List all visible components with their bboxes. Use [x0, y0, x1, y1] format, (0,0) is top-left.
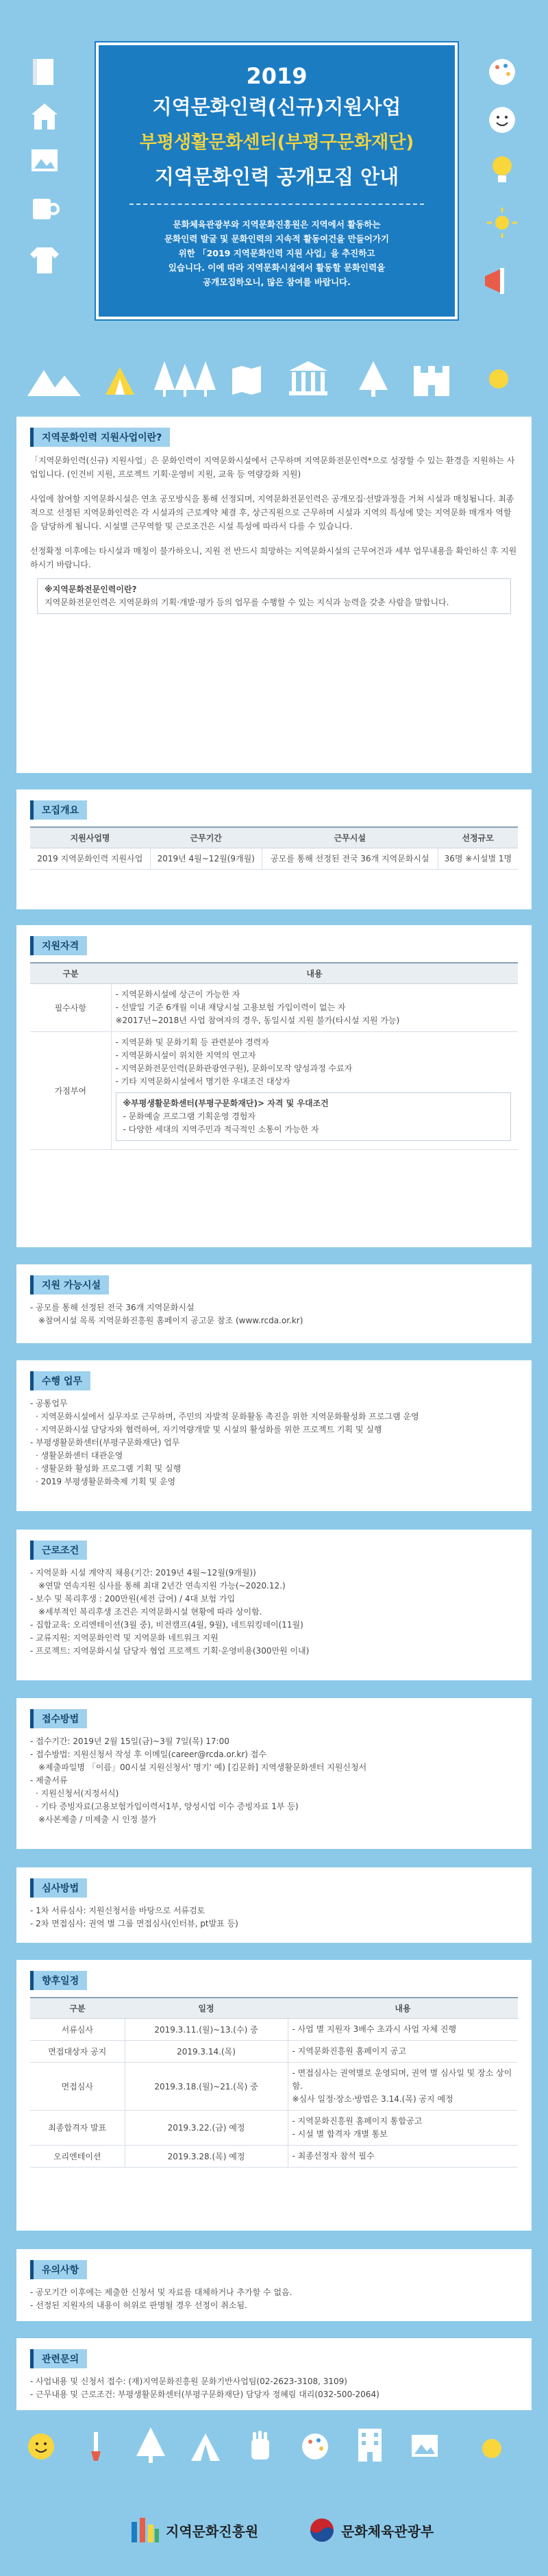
- list-item: ※제출파일명 「이름」00시설 지원신청서' 명기' 예) [김문화] 지역생활문화센터 지원신청서: [38, 1763, 367, 1772]
- overview-note-text: 지역문화전문인력은 지역문화의 기획·개발·평가 등의 업무를 수행할 수 있는 지식과 능력을 갖춘 사람을 말합니다.: [45, 598, 449, 607]
- header-title-program: 지역문화인력(신규)지원사업: [152, 95, 401, 119]
- facility-section: [16, 1264, 532, 1343]
- sun-small-icon: [480, 360, 518, 398]
- qualify-preference-box: ※부평생활문화센터(부평구문화재단)> 자격 및 우대조건 - 문화예술 프로그램 기획운영 경험자 - 다양한 세대의 지역주민과 적극적인 소통이 가능한 자: [116, 1092, 512, 1141]
- lightbulb-icon: [485, 151, 519, 192]
- table-row: [30, 848, 518, 870]
- schedule-cell-date: 2019.3.28.(목) 예정: [125, 2146, 288, 2168]
- list-item: - 접수기간: 2019년 2월 15일(금)~3월 7일(목) 17:00: [30, 1737, 229, 1746]
- table-row: [30, 984, 518, 1032]
- facility-item: - 공모를 통해 선정된 전국 36개 지역문화시설: [30, 1303, 195, 1312]
- overview-note-box: [37, 578, 511, 614]
- conditions-title: 근로조건: [30, 1541, 87, 1560]
- overview-paragraph-2: 사업에 참여할 지역문화시설은 연초 공모방식을 통해 선정되며, 지역문화전문인력은 공개모집·선발과정을 거쳐 시설과 매칭됩니다. 최종적으로 선정된 지역문화인력은 각 시설과의 근로계약 체결 후, 상근직원으로 근무하며 시설과 지역의 특성에 맞는 지역문화 매개자 역할을 담당하게 됩니다. 시설별 근무역할 및 근로조건은 시설 특성에 따라서 다를 수 있습니다.: [30, 494, 514, 531]
- schedule-section: [16, 1960, 532, 2231]
- list-item: ※사본제출 / 미제출 시 인정 불가: [38, 1815, 157, 1824]
- tent-icon: [103, 363, 137, 397]
- list-item: - 사업내용 및 신청서 접수: (재)지역문화진흥원 문화기반사업팀(02-2623-3108, 3109): [30, 2377, 347, 2386]
- schedule-header-content: 내용: [288, 1998, 518, 2019]
- table-row: [30, 2111, 518, 2146]
- recruit-header-program: 지원사업명: [30, 827, 150, 848]
- schedule-table: [30, 1997, 518, 2168]
- schedule-cell-content: - 면접심사는 권역별로 운영되며, 권역 별 심사일 및 장소 상이함. ※심사 일정·장소·방법은 3.14.(목) 공지 예정: [288, 2063, 518, 2111]
- table-row: [30, 2146, 518, 2168]
- caution-section: [16, 2249, 532, 2321]
- recruit-period: 2019년 4월~12월(9개월): [150, 848, 262, 870]
- table-row: [30, 2019, 518, 2041]
- schedule-cell-date: 2019.3.22.(금) 예정: [125, 2111, 288, 2146]
- list-item: - 프로젝트: 지역문화시설 담당자 협업 프로젝트 기획·운영비용(300만원 이내): [30, 1646, 310, 1656]
- list-item: - 집합교육: 오리엔테이션(3월 중), 비전캠프(4월, 9월), 네트워킹데이(11월): [30, 1620, 303, 1630]
- table-row: [30, 2041, 518, 2063]
- list-item: - 1차 서류심사: 지원신청서를 바탕으로 서류검토: [30, 1906, 206, 1915]
- palette-icon: [298, 2429, 332, 2464]
- header-box: [96, 42, 458, 319]
- overview-title: 지역문화인력 지원사업이란?: [30, 428, 170, 447]
- recruit-header-period: 근무기간: [150, 827, 262, 848]
- schedule-cell-content: - 사업 별 지원자 3배수 초과시 사업 자체 진행: [288, 2019, 518, 2041]
- smiley-icon: [485, 103, 519, 137]
- recruit-section: [16, 789, 532, 909]
- schedule-cell-label: 면접심사: [30, 2063, 125, 2111]
- schedule-title: 향후일정: [30, 1971, 87, 1990]
- qualify-title: 지원자격: [30, 936, 87, 955]
- contact-title: 관련문의: [30, 2349, 87, 2368]
- list-item: · 생활문화 활성화 프로그램 기획 및 실행: [36, 1464, 182, 1473]
- hand-icon: [243, 2429, 277, 2464]
- sun-icon: [473, 2429, 511, 2468]
- schedule-cell-label: 최종합격자 발표: [30, 2111, 125, 2146]
- schedule-cell-label: 오리엔테이션: [30, 2146, 125, 2168]
- qualify-header-type: 구분: [30, 963, 111, 984]
- overview-section: [16, 417, 532, 773]
- brush-icon: [79, 2429, 113, 2464]
- schedule-cell-label: 면접대상자 공지: [30, 2041, 125, 2063]
- table-row: [30, 2063, 518, 2111]
- list-item: · 생활문화센터 대관운영: [36, 1451, 123, 1460]
- schedule-cell-date: 2019.3.14.(목): [125, 2041, 288, 2063]
- schedule-cell-content: - 최종선정자 참석 필수: [288, 2146, 518, 2168]
- table-row: [30, 1032, 518, 1150]
- recruit-size: 36명 ※시설별 1명: [438, 848, 518, 870]
- duties-title: 수행 업무: [30, 1371, 90, 1390]
- facility-title: 지원 가능시설: [30, 1275, 109, 1295]
- schedule-cell-content: - 지역문화진흥원 홈페이지 공고: [288, 2041, 518, 2063]
- header-title-recruit: 지역문화인력 공개모집 안내: [154, 165, 399, 188]
- mountains-icon: [27, 363, 82, 397]
- header-year: 2019: [246, 63, 308, 89]
- qualify-table: [30, 962, 518, 1150]
- pine-tree-icon: [134, 2426, 168, 2464]
- book-icon: [27, 55, 62, 89]
- apply-section: [16, 1698, 532, 1849]
- rcda-logo-icon: [130, 2516, 160, 2544]
- schedule-cell-date: 2019.3.11.(월)~13.(수) 중: [125, 2019, 288, 2041]
- list-item: - 선정된 지원자의 내용이 허위로 판명될 경우 선정이 취소됨.: [30, 2301, 247, 2310]
- qualify-section: [16, 925, 532, 1247]
- list-item: · 2019 부평생활문화축제 기획 및 운영: [36, 1477, 176, 1486]
- conditions-section: [16, 1530, 532, 1680]
- list-item: ※세부적인 복리후생 조건은 지역문화시설 현황에 따라 상이함.: [38, 1607, 262, 1617]
- trees-icon: [154, 360, 216, 398]
- building-icon: [353, 2426, 387, 2464]
- landmark-icon: [288, 360, 329, 398]
- list-item: - 접수방법: 지원신청서 작성 후 이메일(career@rcda.or.kr) 접수: [30, 1750, 266, 1759]
- recruit-title: 모집개요: [30, 800, 87, 820]
- apply-title: 접수방법: [30, 1709, 87, 1728]
- picture-frame-icon: [408, 2429, 442, 2464]
- castle-icon: [411, 362, 452, 397]
- sun-icon: [485, 206, 519, 240]
- megaphone-icon: [480, 264, 521, 298]
- smiley-icon: [24, 2429, 58, 2464]
- qualify-required-content: - 지역문화시설에 상근이 가능한 자 - 선발일 기준 6개월 이내 재당시설 고용보험 가입이력이 없는 자 ※2017년~2018년 사업 참여자의 경우, 동일시설 지원 불가(타시설 지원 가능): [111, 984, 518, 1032]
- list-item: - 2차 면접심사: 권역 별 그룹 면접심사(인터뷰, pt발표 등): [30, 1919, 238, 1928]
- recruit-facility: 공모를 통해 선정된 전국 36개 지역문화시설: [262, 848, 438, 870]
- list-item: - 교류지원: 지역문화인력 및 지역문화 네트워크 지원: [30, 1633, 219, 1643]
- caution-title: 유의사항: [30, 2260, 87, 2279]
- house-icon: [27, 99, 62, 134]
- picture-frame-icon: [27, 144, 62, 178]
- list-item: - 공통업무: [30, 1399, 68, 1408]
- list-item: · 지원신청서(지정서식): [36, 1789, 119, 1798]
- overview-paragraph-1: 「지역문화인력(신규) 지원사업」은 문화인력이 지역문화시설에서 근무하며 지역문화전문인력*으로 성장할 수 있는 환경을 지원하는 사업입니다. (인건비 지원, 프로젝트 기획·운영비 지원, 교육 등 역량강화 지원): [30, 456, 515, 479]
- recruit-header-size: 선정규모: [438, 827, 518, 848]
- duties-section: [16, 1360, 532, 1511]
- qualify-preference-label: 가점부여: [30, 1032, 111, 1150]
- review-section: [16, 1867, 532, 1943]
- recruit-header-facility: 근무시설: [262, 827, 438, 848]
- schedule-cell-content: - 지역문화진흥원 홈페이지 통합공고 - 시설 별 합격자 개별 통보: [288, 2111, 518, 2146]
- list-item: - 지역문화 시설 계약직 채용(기간: 2019년 4월~12월(9개월)): [30, 1568, 256, 1578]
- qualify-required-label: 필수사항: [30, 984, 111, 1032]
- facility-note: ※참여시설 목록 지역문화진흥원 홈페이지 공고문 참조 (www.rcda.or.kr): [38, 1316, 303, 1325]
- list-item: ※연말 연속지원 심사를 통해 최대 2년간 연속지원 가능(~2020.12.): [38, 1581, 286, 1591]
- logo-rcda: [130, 2516, 258, 2544]
- list-item: · 지역문화시설에서 실무자로 근무하며, 주민의 자발적 문화활동 촉진을 위한 지역문화활성화 프로그램 운영: [36, 1412, 419, 1421]
- logo-rcda-text: 지역문화진흥원: [166, 2523, 259, 2540]
- schedule-header-type: 구분: [30, 1998, 125, 2019]
- map-icon: [229, 363, 264, 397]
- mcst-logo-icon: [308, 2516, 336, 2544]
- recruit-program: 2019 지역문화인력 지원사업: [30, 848, 150, 870]
- overview-paragraph-3: 선정확정 이후에는 타시설과 매칭이 불가하오니, 지원 전 반드시 희망하는 지역문화시설의 근무여건과 세부 업무내용을 확인하신 후 지원하시기 바랍니다.: [30, 546, 517, 569]
- qualify-header-content: 내용: [111, 963, 518, 984]
- list-item: · 지역문화시설 담당자와 협력하여, 자기역량개발 및 시설의 활성화를 위한 프로젝트 기획 및 실행: [36, 1425, 382, 1434]
- schedule-cell-date: 2019.3.18.(월)~21.(목) 중: [125, 2063, 288, 2111]
- shirt-icon: [27, 243, 62, 278]
- list-item: · 기타 증빙자료(고용보험가입이력서1부, 양성시업 이수 증빙자료 1부 등): [36, 1802, 299, 1811]
- tent-icon: [188, 2429, 223, 2464]
- logo-mcst-text: 문화체육관광부: [341, 2523, 434, 2540]
- overview-note-title: ※지역문화전문인력이란?: [45, 585, 137, 594]
- list-item: - 보수 및 복리후생 : 200만원(세전 급여) / 4대 보험 가입: [30, 1594, 236, 1604]
- schedule-cell-label: 서류심사: [30, 2019, 125, 2041]
- header-divider: [129, 204, 424, 205]
- list-item: - 부평생활문화센터(부평구문화재단) 업무: [30, 1438, 180, 1447]
- list-item: - 제출서류: [30, 1776, 68, 1785]
- review-title: 심사방법: [30, 1878, 87, 1898]
- list-item: - 근무내용 및 근로조건: 부평생활문화센터(부평구문화재단) 담당자 정혜림 대리(032-500-2064): [30, 2390, 379, 2399]
- logo-mcst: [308, 2516, 434, 2544]
- palette-icon: [485, 55, 519, 89]
- schedule-header-date: 일정: [125, 1998, 288, 2019]
- contact-section: [16, 2338, 532, 2410]
- qualify-preference-content: - 지역문화 및 문화기획 등 관련분야 경력자 - 지역문화시설이 위치한 지역의 연고자 - 지역문화전문인력(문화관광연구원), 문화이모작 양성과정 수료자 - 기타 지역문화시설에서 명기한 우대조건 대상자 ※부평생활문화센터(부평구문화재단)> 자격 및 우대조건 - 문화예술 프로그램 기획운영 경험자 - 다양한 세대의 지역주민과 적극적인 소통이 가능한 자: [111, 1032, 518, 1150]
- header-title-center: 부평생활문화센터(부평구문화재단): [139, 132, 414, 153]
- list-item: - 공모기간 이후에는 제출한 신청서 및 자료를 대체하거나 추가할 수 없음.: [30, 2287, 292, 2297]
- pine-tree-icon: [356, 360, 390, 398]
- header-intro: 문화체육관광부와 지역문화진흥원은 지역에서 활동하는 문화인력 발굴 및 문화인력의 지속적 활동여건을 만들어가기 위한 「2019 지역문화인력 지원 사업」을 추진하고 있습니다. 이에 따라 지역문화시설에서 활동할 문화인력을 공개모집하오니, 많은 참여를 바랍니다.: [164, 219, 389, 287]
- footer-logos: [0, 2508, 548, 2556]
- recruit-table: [30, 826, 518, 870]
- cup-icon: [27, 192, 62, 226]
